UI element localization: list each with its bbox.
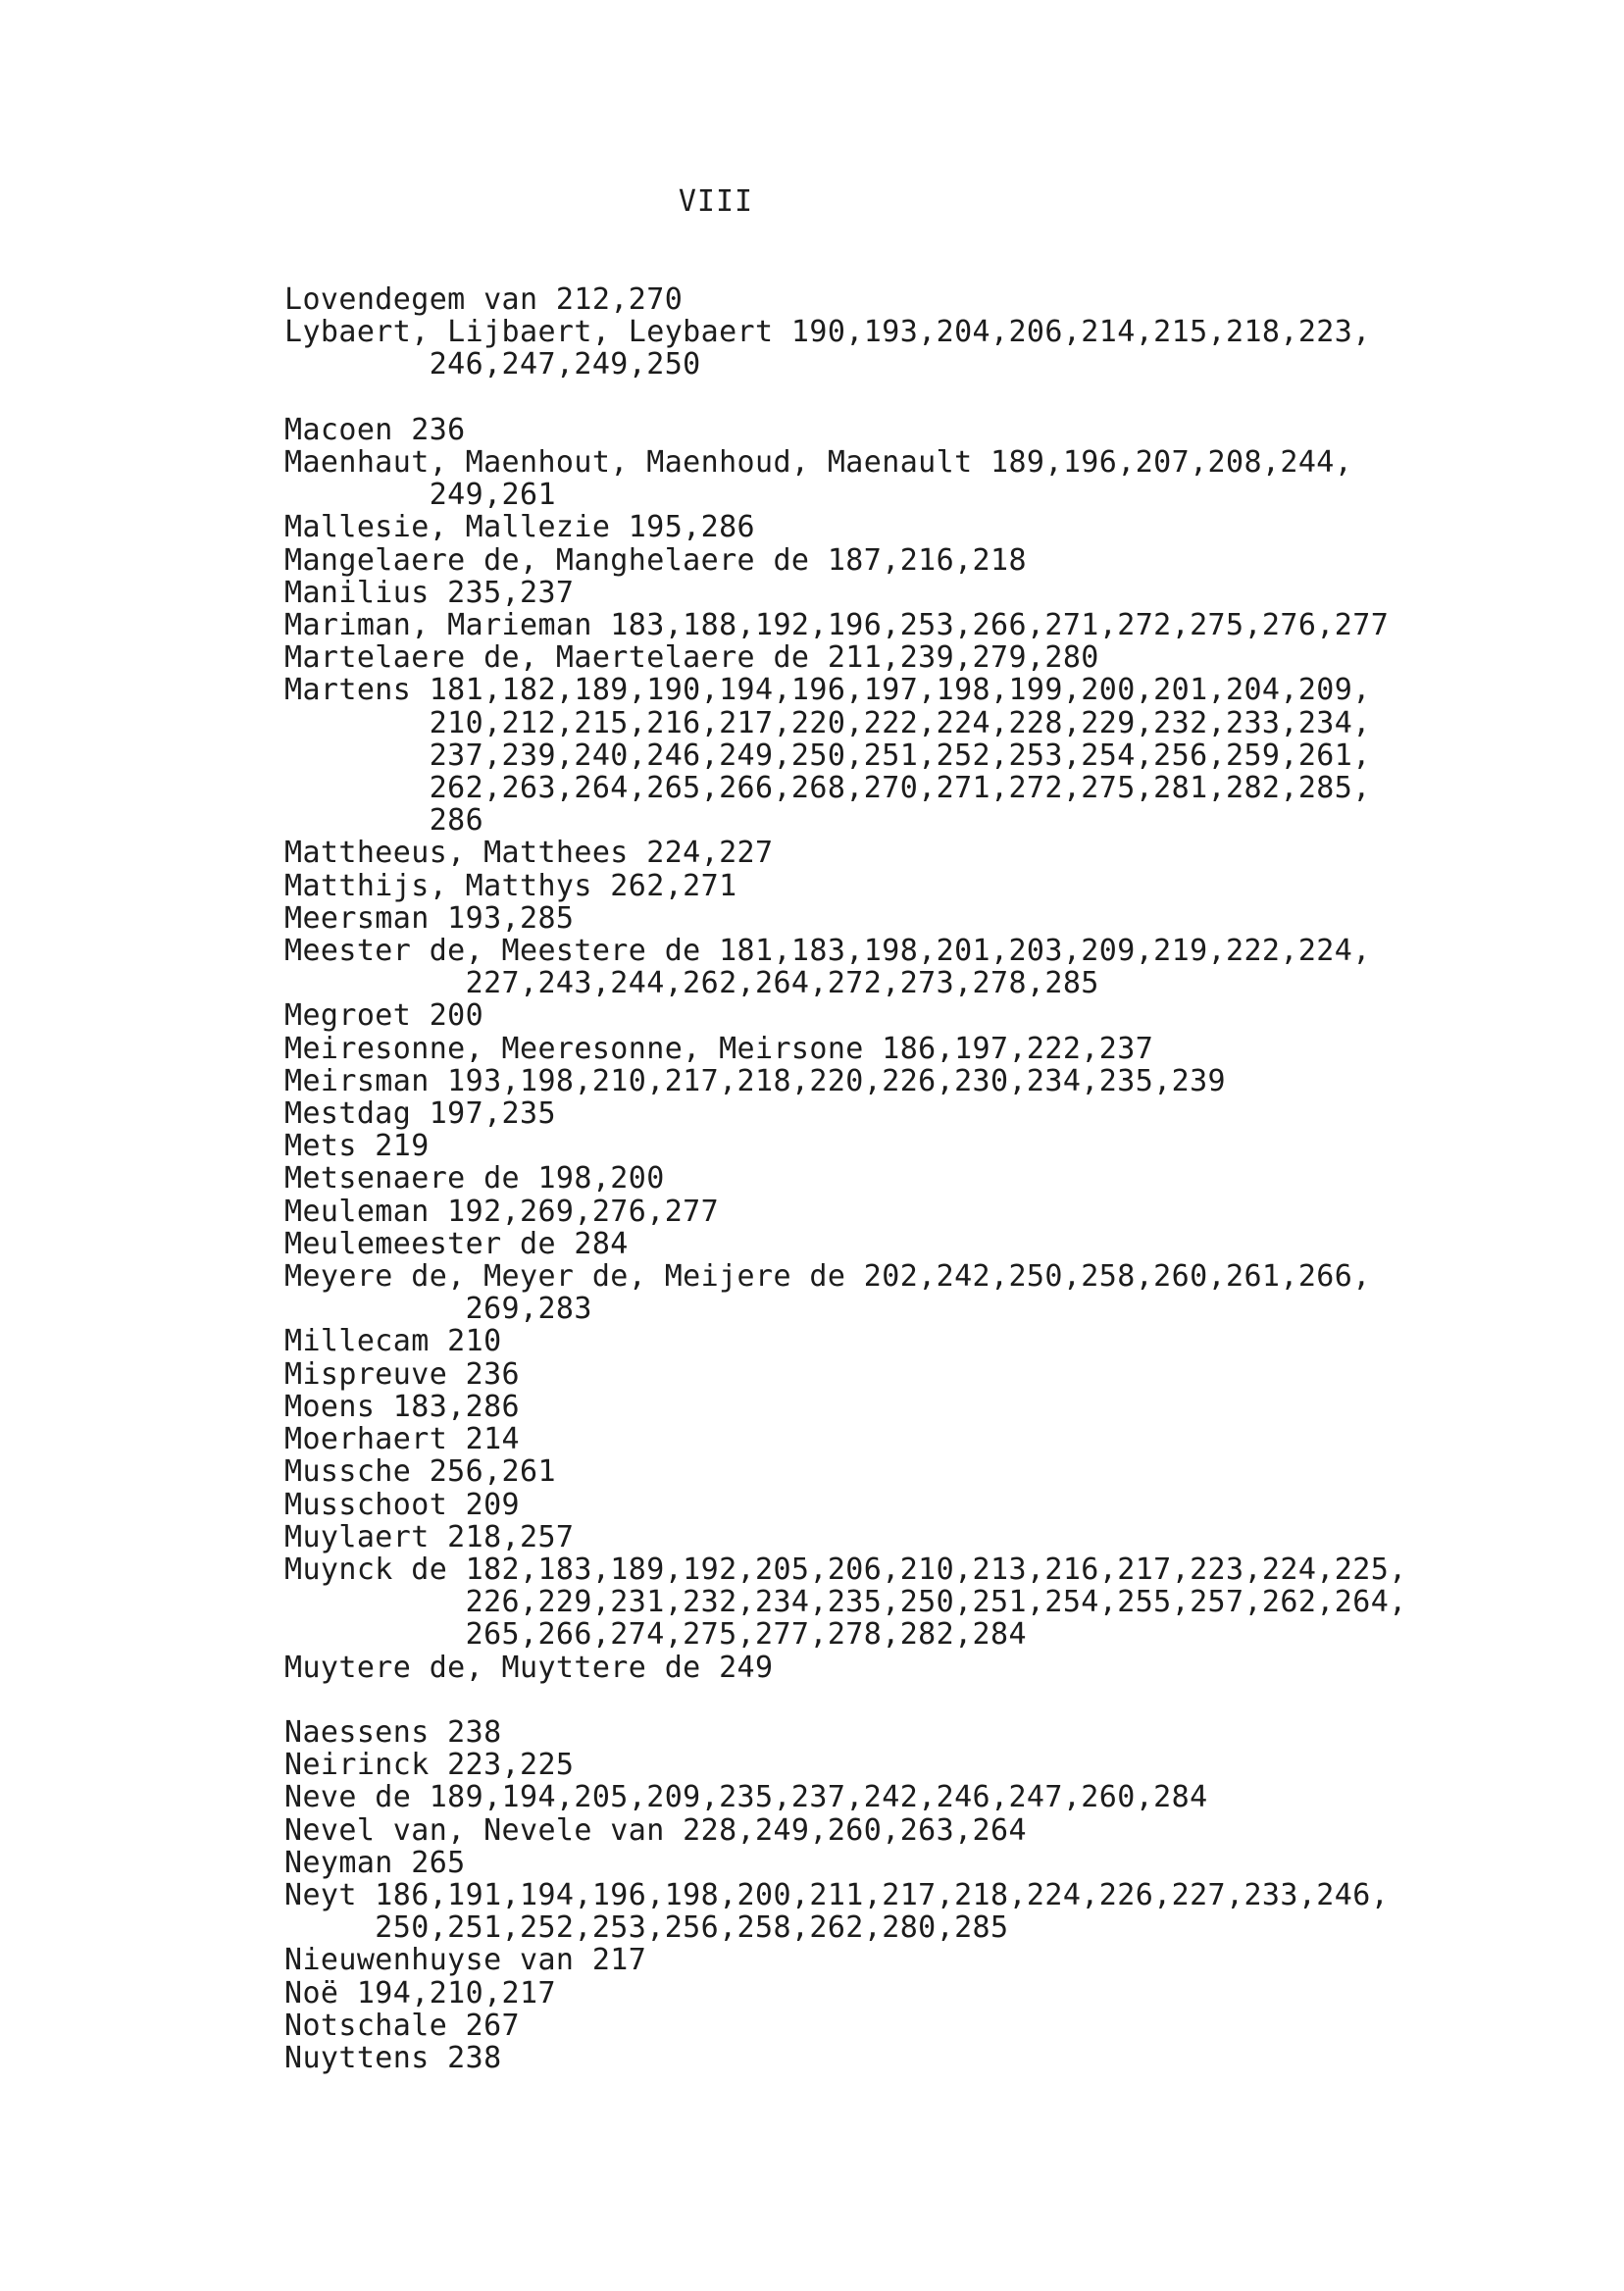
index-entry [284,316,1510,381]
index-entry-line: Meester de, Meestere de 181,183,198,201,203,209,219,222,224, [284,934,1371,969]
index-entry [284,1944,1510,1976]
index-entry-continuation: 265,266,274,275,277,278,282,284 [284,1617,1027,1653]
index-entry [284,2010,1510,2042]
index-entry-line: Meuleman 192,269,276,277 [284,1194,720,1229]
index-entry [284,283,1510,316]
index-entry-line: Megroet 200 [284,998,484,1034]
index-entry [284,1130,1510,1162]
index-entry [284,1879,1510,1944]
index-entry-continuation: 237,239,240,246,249,250,251,252,253,254,256,259,261, [284,738,1371,773]
index-entry [284,1391,1510,1423]
index-entry-line: Muynck de 182,183,189,192,205,206,210,213,216,217,223,224,225, [284,1552,1407,1587]
index-entry [284,1325,1510,1357]
index-entry [284,1423,1510,1455]
index-entry-line: Millecam 210 [284,1324,502,1359]
index-entry [284,1847,1510,1879]
index-entry [284,999,1510,1032]
index-entry-line: Mattheeus, Matthees 224,227 [284,836,774,871]
index-entry-line: Neyt 186,191,194,196,198,200,211,217,218,224,226,227,233,246, [284,1877,1390,1912]
index-entry-line: Nuyttens 238 [284,2040,502,2075]
index-entry-continuation: 262,263,264,265,266,268,270,271,272,275,281,282,285, [284,771,1371,806]
index-entry [284,1652,1510,1684]
page-number: VIII [678,184,754,219]
index-entry-line: Notschale 267 [284,2008,520,2043]
index-entry-line: Noë 194,210,217 [284,1975,556,2011]
index-entry-continuation: 226,229,231,232,234,235,250,251,254,255,257,262,264, [284,1585,1407,1620]
index-entry [284,1260,1510,1325]
index-entry [284,641,1510,674]
index-entry-line: Martelaere de, Maertelaere de 211,239,279,280 [284,640,1099,676]
index-entry [284,870,1510,902]
index-entry-line: Mangelaere de, Manghelaere de 187,216,218 [284,542,1027,578]
index-entry [284,1489,1510,1521]
index-entry [284,837,1510,869]
index-entry [284,1553,1510,1652]
index-entry [284,1033,1510,1065]
index-entry [284,1781,1510,1813]
index-entry-line: Manilius 235,237 [284,575,575,610]
index-entry-line: Matthijs, Matthys 262,271 [284,868,737,903]
index-entry [284,1196,1510,1228]
index-entry-line: Neyman 265 [284,1845,466,1880]
index-entry-line: Neve de 189,194,205,209,235,237,242,246,247,260,284 [284,1780,1208,1815]
index-entry-line: Meersman 193,285 [284,900,575,936]
index-entry-continuation: 246,247,249,250 [284,347,701,382]
index-entry [284,577,1510,609]
index-entry-line: Meulemeester de 284 [284,1226,629,1261]
index-entry-line: Mispreuve 236 [284,1356,520,1392]
index-entry [284,1228,1510,1260]
index-entry-line: Muytere de, Muyttere de 249 [284,1650,774,1685]
index-entry-line: Lybaert, Lijbaert, Leybaert 190,193,204,206,214,215,218,223, [284,315,1371,350]
index-entry-list [284,283,1510,2074]
index-entry [284,1162,1510,1195]
index-entry-line: Macoen 236 [284,412,466,447]
index-entry-continuation: 250,251,252,253,256,258,262,280,285 [284,1910,1009,1946]
index-entry [284,544,1510,577]
index-entry-line: Meiresonne, Meeresonne, Meirsone 186,197,222,237 [284,1031,1154,1066]
index-entry-line: Meyere de, Meyer de, Meijere de 202,242,250,258,260,261,266, [284,1259,1371,1295]
index-entry [284,935,1510,999]
index-entry [284,414,1510,446]
index-entry-line: Martens 181,182,189,190,194,196,197,198,199,200,201,204,209, [284,673,1371,708]
index-entry-line: Nieuwenhuyse van 217 [284,1943,647,1978]
index-entry-continuation: 227,243,244,262,264,272,273,278,285 [284,966,1099,1001]
index-entry-continuation: 249,261 [284,478,556,513]
index-entry-line: Maenhaut, Maenhout, Maenhoud, Maenault 189,196,207,208,244, [284,445,1353,480]
index-entry [284,902,1510,935]
index-entry-line: Metsenaere de 198,200 [284,1161,665,1196]
index-entry-line: Mariman, Marieman 183,188,192,196,253,266,271,272,275,276,277 [284,608,1390,643]
index-entry [284,2042,1510,2074]
index-entry-line: Neirinck 223,225 [284,1748,575,1783]
index-entry-line: Moerhaert 214 [284,1422,520,1457]
index-entry [284,511,1510,543]
index-entry-continuation: 210,212,215,216,217,220,222,224,228,229,232,233,234, [284,705,1371,740]
index-entry-line: Mallesie, Mallezie 195,286 [284,510,755,545]
index-entry [284,446,1510,511]
index-entry [284,1749,1510,1781]
index-entry-line: Muylaert 218,257 [284,1519,575,1554]
index-entry [284,1716,1510,1749]
index-entry [284,609,1510,641]
index-entry-continuation: 269,283 [284,1292,592,1327]
index-entry-line: Lovendegem van 212,270 [284,282,684,317]
index-entry-line: Nevel van, Nevele van 228,249,260,263,264 [284,1812,1027,1848]
index-entry-line: Meirsman 193,198,210,217,218,220,226,230,234,235,239 [284,1063,1226,1098]
index-entry-continuation: 286 [284,803,484,839]
index-entry-line: Mussche 256,261 [284,1454,556,1490]
index-entry [284,1455,1510,1488]
index-entry-line: Naessens 238 [284,1714,502,1750]
index-entry-line: Mets 219 [284,1129,430,1164]
index-entry [284,674,1510,837]
index-entry [284,1065,1510,1097]
index-entry [284,1977,1510,2010]
index-entry-line: Musschoot 209 [284,1487,520,1522]
index-entry [284,1814,1510,1847]
index-entry-line: Mestdag 197,235 [284,1096,556,1132]
index-entry-line: Moens 183,286 [284,1389,520,1424]
index-entry [284,1521,1510,1553]
index-entry [284,1097,1510,1130]
index-entry [284,1358,1510,1391]
